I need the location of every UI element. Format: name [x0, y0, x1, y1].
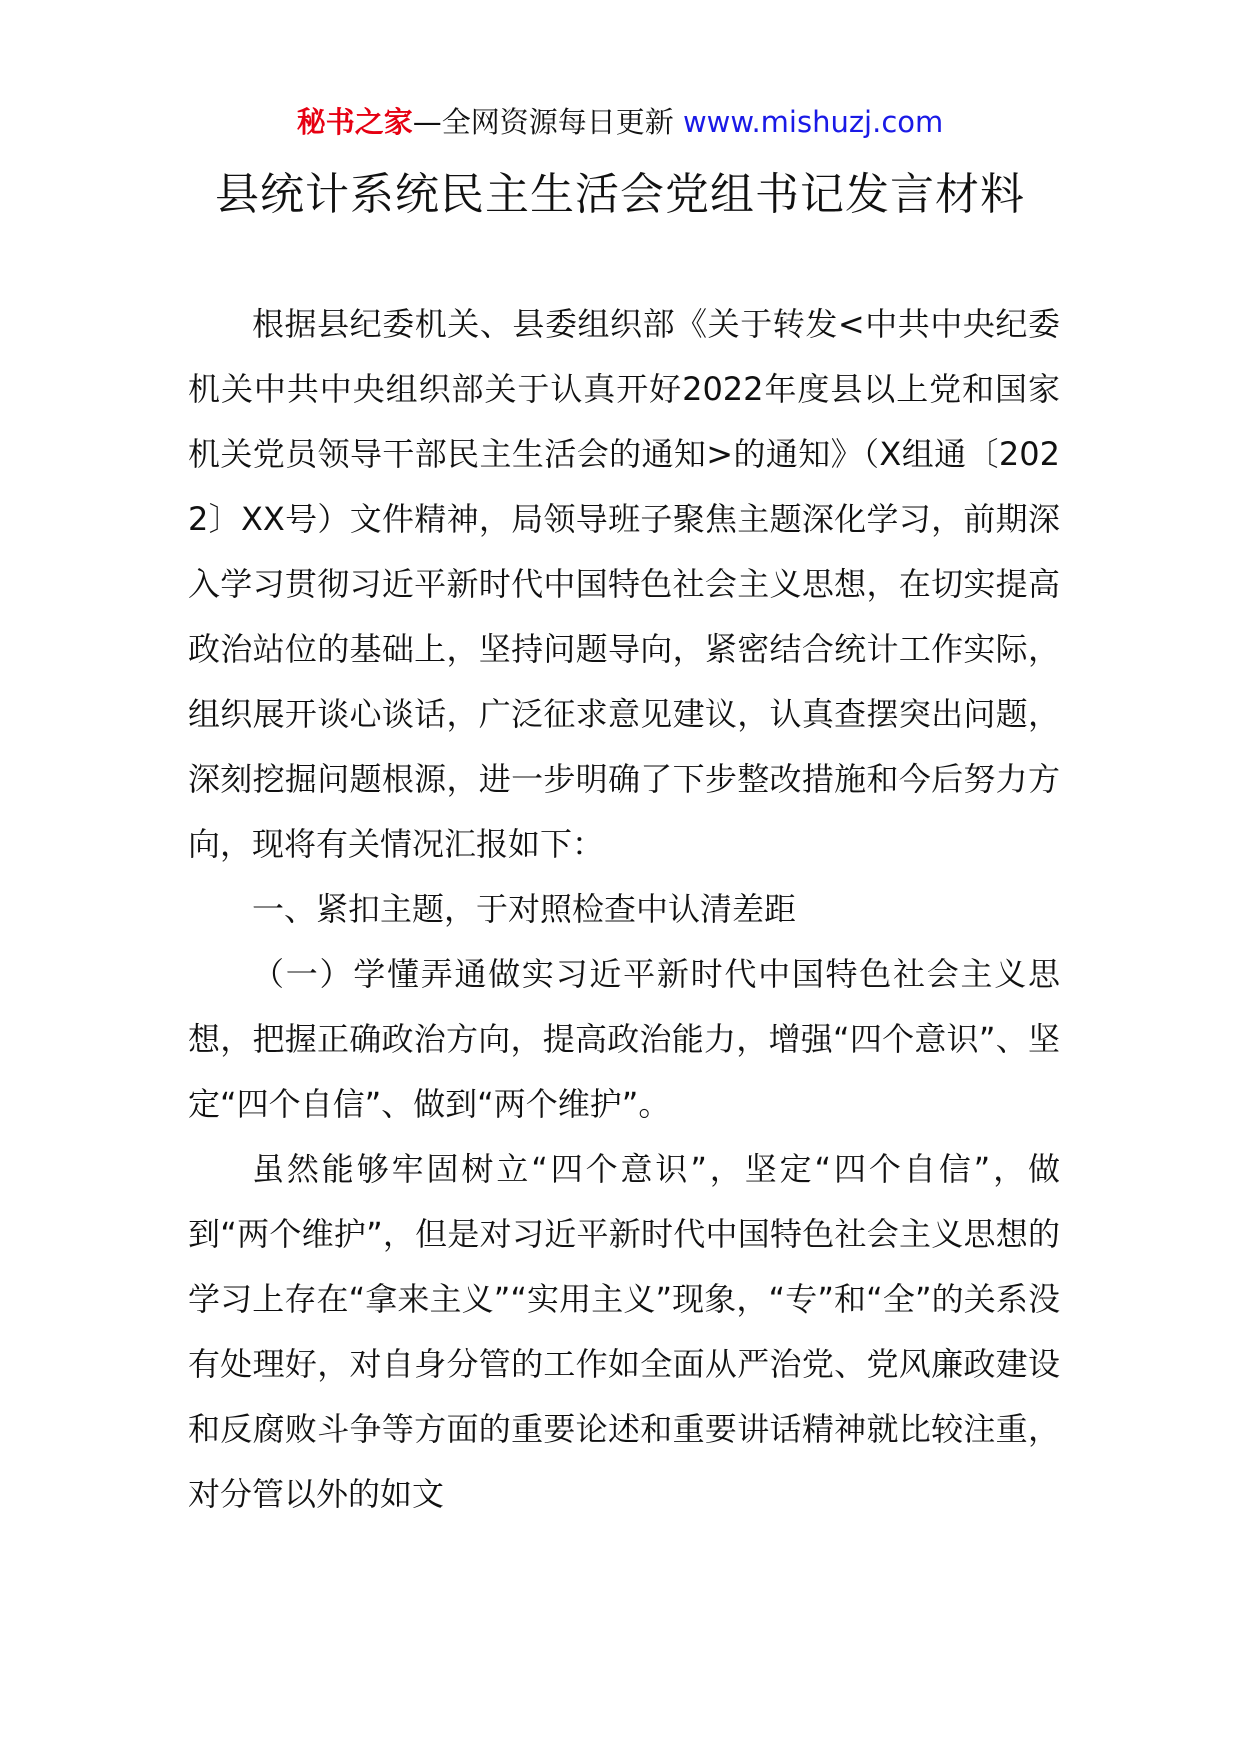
site-header: [0, 100, 1240, 144]
site-brand: 秘书之家: [296, 105, 413, 139]
site-tagline: —全网资源每日更新: [412, 105, 674, 139]
document-title: 县统计系统民主生活会党组书记发言材料: [215, 169, 1025, 220]
section-heading: 一、紧扣主题，于对照检查中认清差距: [252, 890, 797, 928]
body-paragraph: 虽然能够牢固树立“四个意识”，坚定“四个自信”，做到“两个维护”，但是对习近平新时代中国特色社会主义思想的学习上存在“拿来主义”“实用主义”现象，“专”和“全”的关系没有处理好，对自身分管的工作如全面从严治党、党风廉政建设和反腐败斗争等方面的重要论述和重要讲话精神就比较注重，对分管以外的如文: [188, 1150, 1060, 1513]
site-url-link[interactable]: www.mishuzj.com: [682, 105, 944, 139]
subsection-paragraph: （一）学懂弄通做实习近平新时代中国特色社会主义思想，把握正确政治方向，提高政治能力，增强“四个意识”、坚定“四个自信”、做到“两个维护”。: [188, 955, 1060, 1123]
document-body: [188, 292, 1060, 1527]
intro-paragraph: 根据县纪委机关、县委组织部《关于转发<中共中央纪委机关中共中央组织部关于认真开好2022年度县以上党和国家机关党员领导干部民主生活会的通知>的通知》（X组通〔2022〕XX号）文件精神，局领导班子聚焦主题深化学习，前期深入学习贯彻习近平新时代中国特色社会主义思想，在切实提高政治站位的基础上，坚持问题导向，紧密结合统计工作实际，组织展开谈心谈话，广泛征求意见建议，认真查摆突出问题，深刻挖掘问题根源，进一步明确了下步整改措施和今后努力方向，现将有关情况汇报如下：: [188, 305, 1060, 863]
